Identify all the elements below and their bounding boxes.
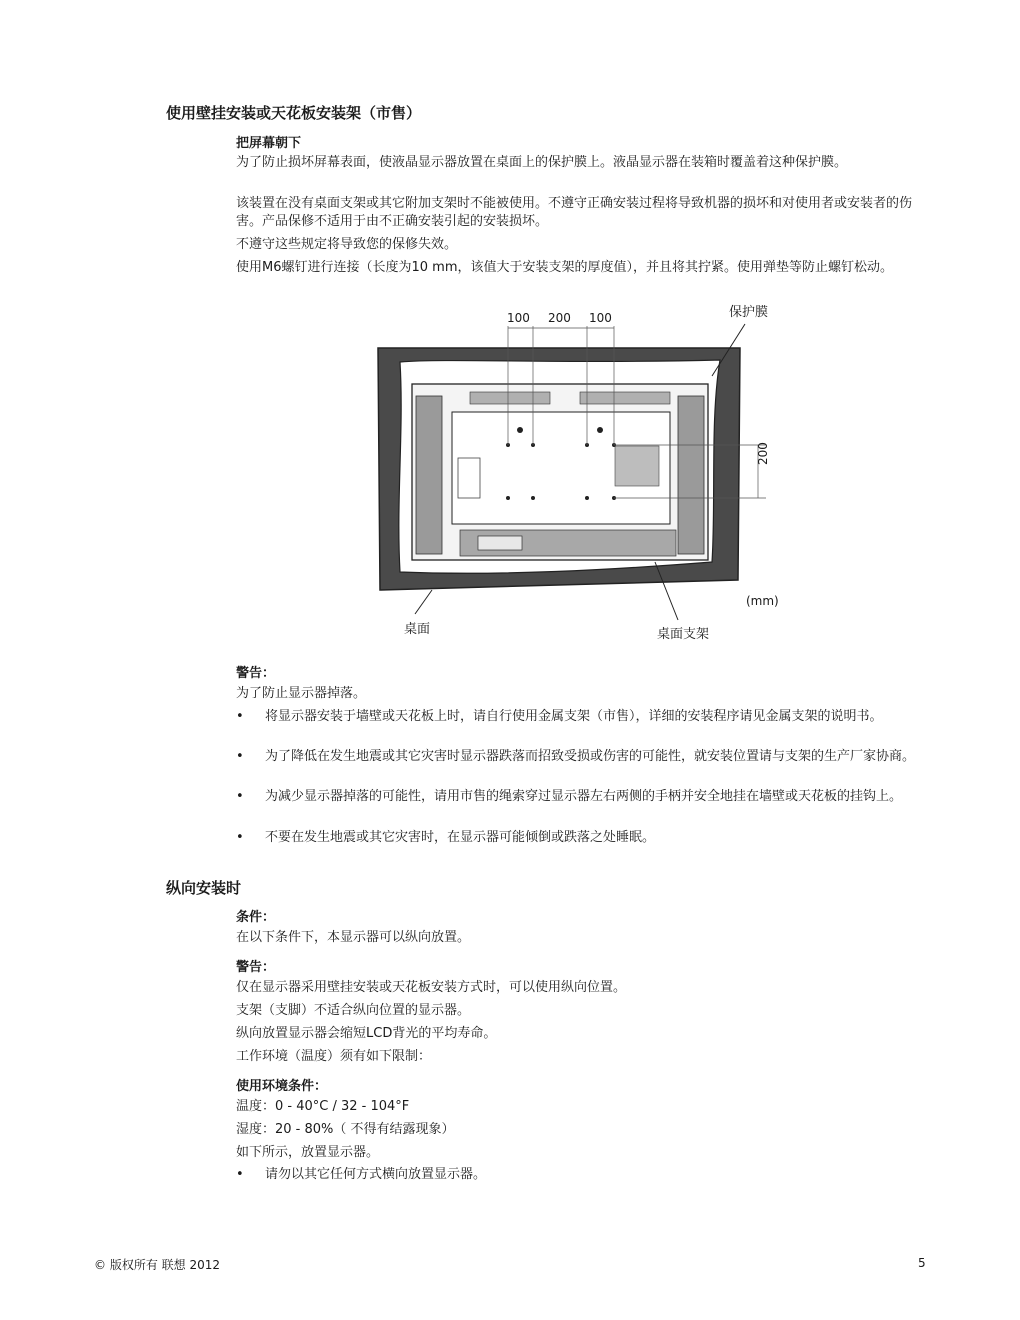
list-item-text: 将显示器安装于墙壁或天花板上时，请自行使用金属支架（市售），详细的安装程序请见金属支架的说明书。: [265, 709, 883, 724]
warning-line: 纵向放置显示器会缩短LCD背光的平均寿命。: [236, 1026, 497, 1041]
right-speaker-grille: [678, 396, 704, 554]
page-number: 5: [918, 1256, 926, 1270]
environment-humidity: 湿度：20 - 80%（ 不得有结露现象）: [236, 1122, 455, 1137]
list-item-text: 不要在发生地震或其它灾害时，在显示器可能倾倒或跌落之处睡眠。: [265, 830, 656, 845]
dimension-label-100-right: 100: [589, 311, 612, 325]
environment-placement: 如下所示，放置显示器。: [236, 1145, 380, 1160]
bullet-dot: •: [236, 709, 244, 724]
warning-heading-2: 警告：: [236, 960, 276, 975]
condition-text: 在以下条件下，本显示器可以纵向放置。: [236, 930, 471, 945]
mounting-diagram-svg: [360, 300, 800, 645]
list-item-text: 请勿以其它任何方式横向放置显示器。: [265, 1167, 487, 1182]
paragraph-m6-screws: 使用M6螺钉进行连接（长度为10 mm，该值大于安装支架的厚度值），并且将其拧紧。使用弹垫等防止螺钉松动。: [236, 260, 893, 275]
left-speaker-grille: [416, 396, 442, 554]
list-item-text: 为了降低在发生地震或其它灾害时显示器跌落而招致受损或伤害的可能性，就安装位置请与支架的生产厂家协商。: [265, 749, 916, 764]
bullet-dot: •: [236, 830, 244, 845]
label-unit-mm: (mm): [746, 594, 779, 608]
paragraph-warranty-void: 不遵守这些规定将导致您的保修失效。: [236, 237, 458, 252]
condition-heading: 条件：: [236, 910, 276, 925]
environment-temperature: 温度：0 - 40°C / 32 - 104°F: [236, 1099, 410, 1114]
dimension-label-200-side: 200: [756, 442, 770, 465]
section-title-portrait: 纵向安装时: [166, 879, 242, 897]
bullet-dot: •: [236, 749, 244, 764]
warning-intro: 为了防止显示器掉落。: [236, 686, 367, 701]
warning-heading-1: 警告：: [236, 666, 276, 681]
top-grille-left: [470, 392, 550, 404]
bullet-dot: •: [236, 789, 244, 804]
footer-copyright: © 版权所有 联想 2012: [94, 1258, 220, 1272]
section-title-wall-mount: 使用壁挂安装或天花板安装架（市售）: [166, 104, 422, 122]
paragraph-protect-screen: 为了防止损坏屏幕表面，使液晶显示器放置在桌面上的保护膜上。液晶显示器在装箱时覆盖着这种保护膜。: [236, 155, 848, 170]
paragraph-stand-required: 该装置在没有桌面支架或其它附加支架时不能被使用。不遵守正确安装过程将导致机器的损坏和对使用者或安装者的伤害。产品保修不适用于由不正确安装引起的安装损坏。: [236, 196, 913, 229]
warning-line: 仅在显示器采用壁挂安装或天花板安装方式时，可以使用纵向位置。: [236, 980, 627, 995]
bullet-dot: •: [236, 1167, 244, 1182]
mounting-diagram: [360, 300, 800, 645]
environment-heading: 使用环境条件：: [236, 1079, 328, 1094]
dimension-label-200-top: 200: [548, 311, 571, 325]
connector-block: [478, 536, 522, 550]
label-desk-stand: 桌面支架: [657, 627, 710, 642]
list-item-text: 为减少显示器掉落的可能性，请用市售的绳索穿过显示器左右两侧的手柄并安全地挂在墙壁或天花板的挂钩上。: [265, 789, 903, 804]
warning-line: 支架（支脚）不适合纵向位置的显示器。: [236, 1003, 471, 1018]
label-desk: 桌面: [404, 622, 431, 637]
label-protective-film: 保护膜: [729, 305, 769, 320]
top-grille-right: [580, 392, 670, 404]
subheading-screen-down: 把屏幕朝下: [236, 136, 302, 151]
vent-grille: [615, 446, 659, 486]
warning-line: 工作环境（温度）须有如下限制：: [236, 1049, 432, 1064]
dimension-label-100-left: 100: [507, 311, 530, 325]
